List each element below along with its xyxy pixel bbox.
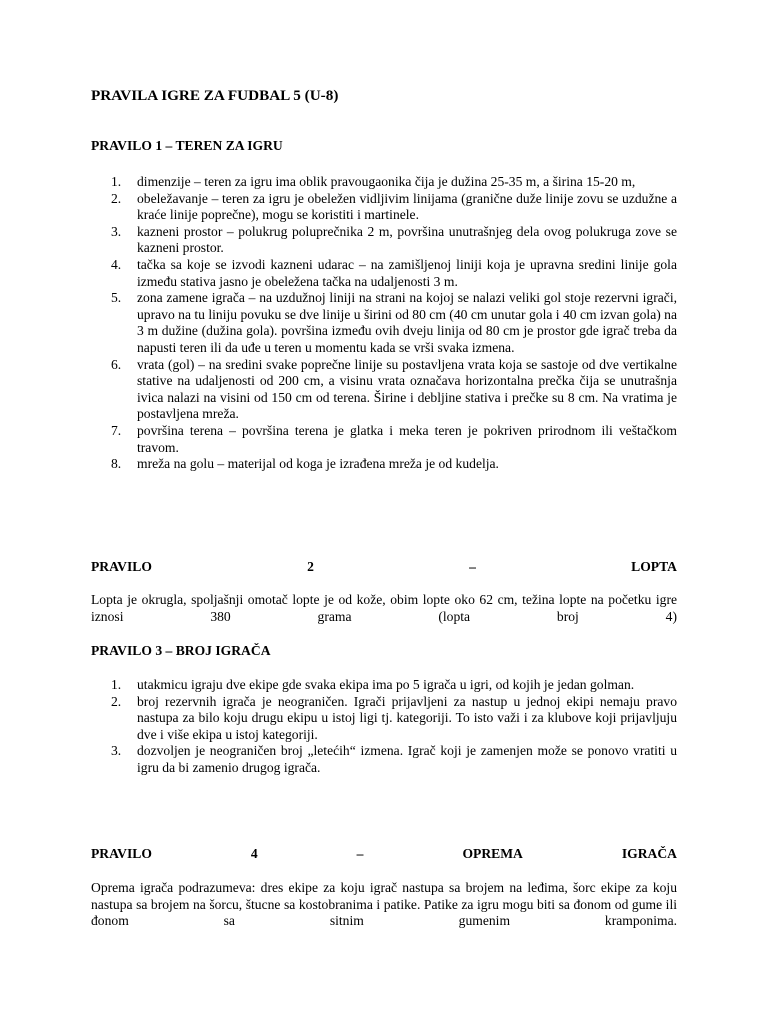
list-item: 2. obeležavanje – teren za igru je obeležen vidljivim linijama (granične duže linije zovu se uzdužne a kraće linije poprečne), mogu se koristiti i martinele.	[111, 190, 677, 223]
list-item: 4. tačka sa koje se izvodi kazneni udarac – na zamišljenoj liniji koja je upravna sredini linije gola između stativa jasno je obeležena tačka na udaljenosti 3 m.	[111, 256, 677, 289]
rule3-list	[91, 677, 677, 777]
list-item: 3. dozvoljen je neograničen broj „letećih“ izmena. Igrač koji je zamenjen može se ponovo vratiti u igru da bi zamenio drugog igrača.	[111, 743, 677, 775]
list-item: 6. vrata (gol) – na sredini svake poprečne linije su postavljena vrata koja se sastoje od dve vertikalne stative na udaljenosti od 200 cm, a visinu vrata označava horizontalna prečka čija se unutrašnja ivica nalazi na visini od 150 cm od terena. Širine i debljine stativa i prečke su 8 cm. Na vratima je postavljena mreža.	[111, 356, 677, 422]
rule4-heading: PRAVILO 4 – OPREMA IGRAČA	[91, 846, 677, 861]
list-item: 7. površina terena – površina terena je glatka i meka teren je pokriven prirodnom ili veštačkom travom.	[111, 422, 677, 455]
rule4-paragraph: Oprema igrača podrazumeva: dres ekipe za koju igrač nastupa sa brojem na leđima, šorc ekipe za koju nastupa sa brojem na šorcu, štucne sa kostobranima i patike. Patike za igru mogu biti sa đonom od gume ili đonom sa sitnim gumenim kramponima.	[91, 880, 677, 929]
rule1-heading: PRAVILO 1 – TEREN ZA IGRU	[91, 138, 283, 153]
list-item: 2. broj rezervnih igrača je neograničen. Igrači prijavljeni za nastup u jednoj ekipi nemaju pravo nastupa za bilo koju drugu ekipu u istoj ligi tj. kategoriji. To isto važi i za klubove koji prijavljuju dve i više ekipa u istoj kategoriji.	[111, 693, 677, 742]
list-item: 1. utakmicu igraju dve ekipe gde svaka ekipa ima po 5 igrača u igri, od kojih je jedan golman.	[111, 677, 635, 692]
list-item: 1. dimenzije – teren za igru ima oblik pravougaonika čija je dužina 25-35 m, a širina 15-20 m,	[111, 174, 636, 189]
rule2-paragraph: Lopta je okrugla, spoljašnji omotač lopte je od kože, obim lopte oko 62 cm, težina lopte na početku igre iznosi 380 grama (lopta broj 4)	[91, 592, 677, 624]
rule3-heading: PRAVILO 3 – BROJ IGRAČA	[91, 643, 271, 658]
document-title: PRAVILA IGRE ZA FUDBAL 5 (U-8)	[91, 87, 339, 104]
list-item: 3. kazneni prostor – polukrug poluprečnika 2 m, površina unutrašnjeg dela ovog polukruga zove se kazneni prostor.	[111, 223, 677, 256]
list-item: 5. zona zamene igrača – na uzdužnoj liniji na strani na kojoj se nalazi veliki gol stoje rezervni igrači, upravo na tu liniju povuku se dve linije u širini od 80 cm (40 cm unutar gola i 40 cm izvan gola) na 3 m dužine (dužina gola). površina između ovih dveju linija od 80 cm je prostor gde igrač treba da napusti teren ili da uđe u teren u momentu kada se vrši svaka izmena.	[111, 290, 677, 355]
rule2-heading: PRAVILO 2 – LOPTA	[91, 559, 677, 574]
list-item: 8. mreža na golu – materijal od koga je izrađena mreža je od kudelja.	[111, 456, 499, 472]
rule1-list	[91, 174, 677, 473]
